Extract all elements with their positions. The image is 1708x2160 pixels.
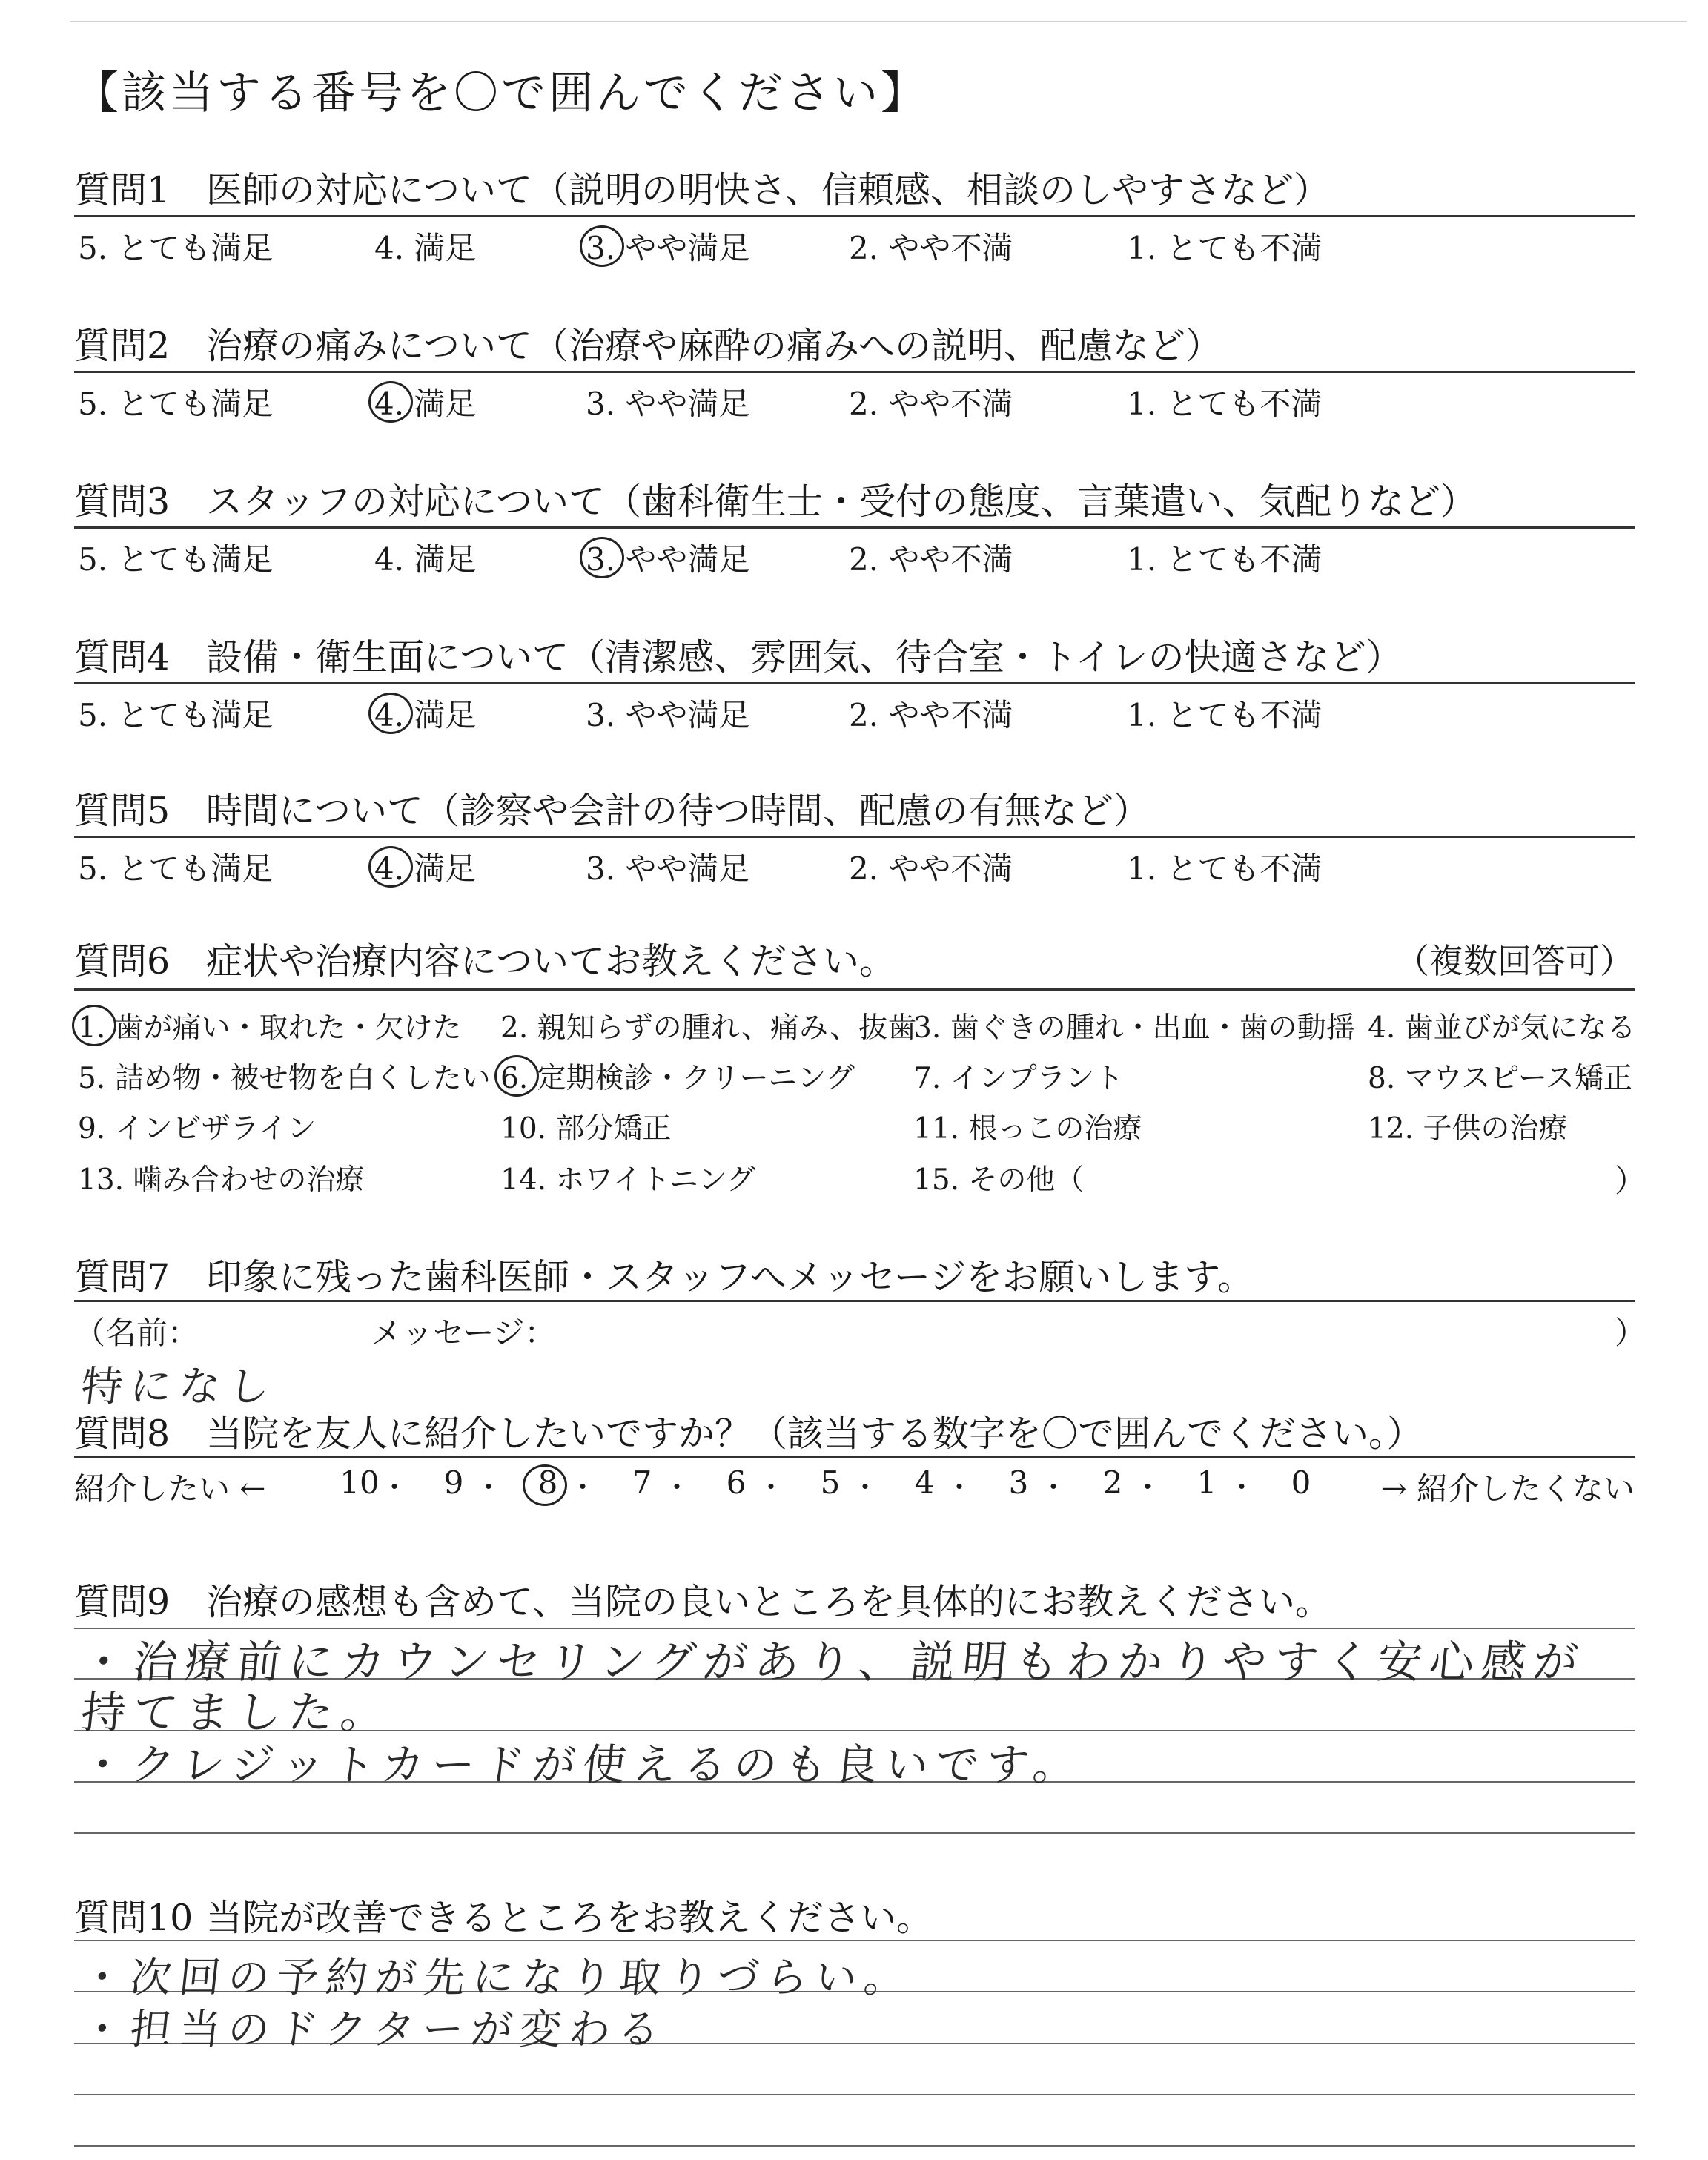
q8-title [74, 1405, 1423, 1457]
q5-option-1[interactable]: 1. とても不満 [1127, 851, 1323, 887]
q2-option-5[interactable]: 5. とても満足 [78, 386, 274, 422]
q5-selection-circle [368, 846, 413, 888]
q3-number: 質問3 [74, 480, 171, 523]
q9-handwritten-line-1: ・治療前にカウンセリングがあり、説明もわかりやすく安心感が [78, 1636, 1588, 1688]
q6-option-3[interactable]: 3. 歯ぐきの腫れ・出血・歯の動揺 [913, 1011, 1355, 1045]
q9-rule-5 [74, 1832, 1635, 1834]
q8-scale-5[interactable]: 5 [820, 1464, 841, 1501]
q3-option-5[interactable]: 5. とても満足 [78, 541, 274, 578]
q3-text: スタッフの対応について（歯科衛生士・受付の態度、言葉遣い、気配りなど） [206, 480, 1477, 523]
q3-option-2[interactable]: 2. やや不満 [849, 541, 1013, 578]
q1-option-5[interactable]: 5. とても満足 [78, 230, 274, 266]
q8-scale-3[interactable]: 3 [1008, 1464, 1029, 1501]
q6-selection-circle [72, 1005, 116, 1046]
q5-number: 質問5 [74, 790, 171, 832]
q10-handwritten-line-1: ・次回の予約が先になり取りづらい。 [79, 1954, 916, 2002]
q8-scale-6[interactable]: 6 [726, 1464, 747, 1501]
q1-text: 医師の対応について（説明の明快さ、信頼感、相談のしやすさなど） [206, 169, 1331, 211]
top-border [70, 21, 1687, 22]
q4-option-4[interactable]: 4. 満足 [374, 697, 477, 733]
q6-option-6[interactable]: 6. 定期検診・クリーニング [500, 1062, 855, 1095]
q6-option-5[interactable]: 5. 詰め物・被せ物を白くしたい [78, 1062, 491, 1095]
q9-handwritten-line-2: 持てました。 [78, 1687, 396, 1739]
q5-text: 時間について（診察や会計の待つ時間、配慮の有無など） [206, 790, 1151, 832]
q8-scale-separator: ・ [1228, 1471, 1257, 1504]
q1-rule [74, 215, 1635, 217]
q1-option-4[interactable]: 4. 満足 [374, 230, 477, 266]
q2-rule [74, 371, 1635, 373]
q2-option-1[interactable]: 1. とても不満 [1127, 386, 1323, 422]
q5-option-5[interactable]: 5. とても満足 [78, 851, 274, 887]
q8-scale-9[interactable]: 9 [443, 1464, 464, 1501]
q10-number: 質問10 [74, 1897, 193, 1939]
q5-option-3[interactable]: 3. やや満足 [586, 851, 750, 887]
q6-other-close-paren: ） [1615, 1163, 1646, 1199]
q6-rule [74, 988, 1635, 991]
q6-option-7[interactable]: 7. インプラント [913, 1062, 1124, 1095]
q1-option-2[interactable]: 2. やや不満 [849, 230, 1013, 266]
q9-number: 質問9 [74, 1581, 171, 1623]
q2-option-2[interactable]: 2. やや不満 [849, 386, 1013, 422]
q6-option-2[interactable]: 2. 親知らずの腫れ、痛み、抜歯 [500, 1011, 917, 1045]
q8-scale-separator: ・ [945, 1471, 974, 1504]
q8-scale-separator: ・ [474, 1471, 503, 1504]
q7-number: 質問7 [74, 1256, 171, 1298]
q10-title [74, 1889, 933, 1941]
q7-name-label: （名前： [74, 1315, 199, 1351]
q6-option-10[interactable]: 10. 部分矯正 [500, 1112, 672, 1146]
q1-number: 質問1 [74, 169, 171, 211]
q6-option-9[interactable]: 9. インビザライン [78, 1112, 317, 1146]
q4-option-2[interactable]: 2. やや不満 [849, 697, 1013, 733]
q8-scale-2[interactable]: 2 [1102, 1464, 1123, 1501]
q8-number: 質問8 [74, 1413, 171, 1455]
q8-left-label: 紹介したい ← [74, 1470, 266, 1507]
q9-text: 治療の感想も含めて、当院の良いところを具体的にお教えください。 [206, 1581, 1332, 1623]
q3-option-4[interactable]: 4. 満足 [374, 541, 477, 578]
q6-option-11[interactable]: 11. 根っこの治療 [913, 1112, 1142, 1146]
q10-handwritten-line-2: ・担当のドクターが変わる [79, 2006, 669, 2054]
q1-title [74, 162, 1330, 214]
q7-close-paren: ） [1615, 1315, 1646, 1351]
q5-option-4[interactable]: 4. 満足 [374, 851, 477, 887]
q8-scale-separator: ・ [1039, 1471, 1068, 1504]
q4-option-3[interactable]: 3. やや満足 [586, 697, 750, 733]
q10-rule-5 [74, 2145, 1635, 2147]
q8-text: 当院を友人に紹介したいですか？（該当する数字を〇で囲んでください。） [206, 1413, 1423, 1455]
q1-option-1[interactable]: 1. とても不満 [1127, 230, 1323, 266]
q6-option-15[interactable]: 15. その他（ [913, 1163, 1085, 1197]
q8-scale-separator: ・ [569, 1471, 598, 1504]
q8-scale-separator: ・ [663, 1471, 692, 1504]
q4-title [74, 629, 1403, 681]
q8-scale-7[interactable]: 7 [632, 1464, 652, 1501]
q6-option-8[interactable]: 8. マウスピース矯正 [1368, 1062, 1632, 1095]
q6-option-4[interactable]: 4. 歯並びが気になる [1368, 1011, 1636, 1045]
q2-text: 治療の痛みについて（治療や麻酔の痛みへの説明、配慮など） [206, 325, 1222, 367]
q5-rule [74, 836, 1635, 838]
q3-rule [74, 526, 1635, 529]
q5-title [74, 782, 1150, 834]
q6-text: 症状や治療内容についてお教えください。 [206, 940, 896, 982]
q8-scale-1[interactable]: 1 [1196, 1464, 1217, 1501]
q6-option-14[interactable]: 14. ホワイトニング [500, 1163, 755, 1197]
q9-handwritten-line-3: ・クレジットカードが使えるのも良いです。 [78, 1740, 1087, 1790]
q8-scale-separator: ・ [851, 1471, 880, 1504]
q4-number: 質問4 [74, 636, 171, 678]
q10-text: 当院が改善できるところをお教えください。 [206, 1897, 933, 1939]
q8-scale-4[interactable]: 4 [914, 1464, 935, 1501]
q6-option-1[interactable]: 1. 歯が痛い・取れた・欠けた [78, 1011, 462, 1045]
q8-right-label: → 紹介したくない [1380, 1470, 1635, 1507]
q8-scale-separator: ・ [757, 1471, 786, 1504]
q4-rule [74, 682, 1635, 684]
q2-number: 質問2 [74, 325, 171, 367]
q8-scale-separator: ・ [380, 1471, 409, 1504]
q8-scale-0[interactable]: 0 [1291, 1464, 1311, 1501]
q2-option-4[interactable]: 4. 満足 [374, 386, 477, 422]
q4-text: 設備・衛生面について（清潔感、雰囲気、待合室・トイレの快適さなど） [206, 636, 1403, 678]
q6-number: 質問6 [74, 940, 171, 982]
q7-title [74, 1249, 1254, 1301]
q3-option-3[interactable]: 3. やや満足 [586, 541, 750, 578]
q4-option-1[interactable]: 1. とても不満 [1127, 697, 1323, 733]
q3-selection-circle [580, 537, 624, 578]
q6-selection-circle [494, 1055, 539, 1097]
q3-title [74, 473, 1477, 525]
q8-scale-8[interactable]: 8 [537, 1464, 558, 1501]
q2-title [74, 317, 1222, 369]
q6-multiple-note: （複数回答可） [1395, 941, 1634, 981]
q2-option-3[interactable]: 3. やや満足 [586, 386, 750, 422]
q6-option-13[interactable]: 13. 噛み合わせの治療 [78, 1163, 365, 1197]
q8-scale [74, 1464, 1635, 1509]
q1-selection-circle [580, 225, 624, 267]
q7-handwritten-answer: 特になし [79, 1363, 279, 1411]
q5-option-2[interactable]: 2. やや不満 [849, 851, 1013, 887]
q2-selection-circle [368, 381, 413, 423]
q8-selection-circle [523, 1464, 567, 1506]
q7-text: 印象に残った歯科医師・スタッフへメッセージをお願いします。 [206, 1256, 1254, 1298]
q9-title [74, 1573, 1331, 1625]
q4-selection-circle [368, 693, 413, 734]
q8-scale-10[interactable]: 10 [340, 1464, 380, 1501]
q8-rule [74, 1456, 1635, 1458]
q7-message-label: メッセージ： [371, 1315, 556, 1351]
q8-scale-separator: ・ [1133, 1471, 1162, 1504]
q7-rule [74, 1300, 1635, 1302]
q1-option-3[interactable]: 3. やや満足 [586, 230, 750, 266]
q3-option-1[interactable]: 1. とても不満 [1127, 541, 1323, 578]
instruction-header: 【該当する番号を〇で囲んでください】 [74, 67, 928, 119]
q10-rule-1 [74, 1940, 1635, 1941]
q10-rule-4 [74, 2094, 1635, 2095]
q6-option-12[interactable]: 12. 子供の治療 [1368, 1112, 1568, 1146]
q4-option-5[interactable]: 5. とても満足 [78, 697, 274, 733]
q6-title [74, 933, 896, 985]
